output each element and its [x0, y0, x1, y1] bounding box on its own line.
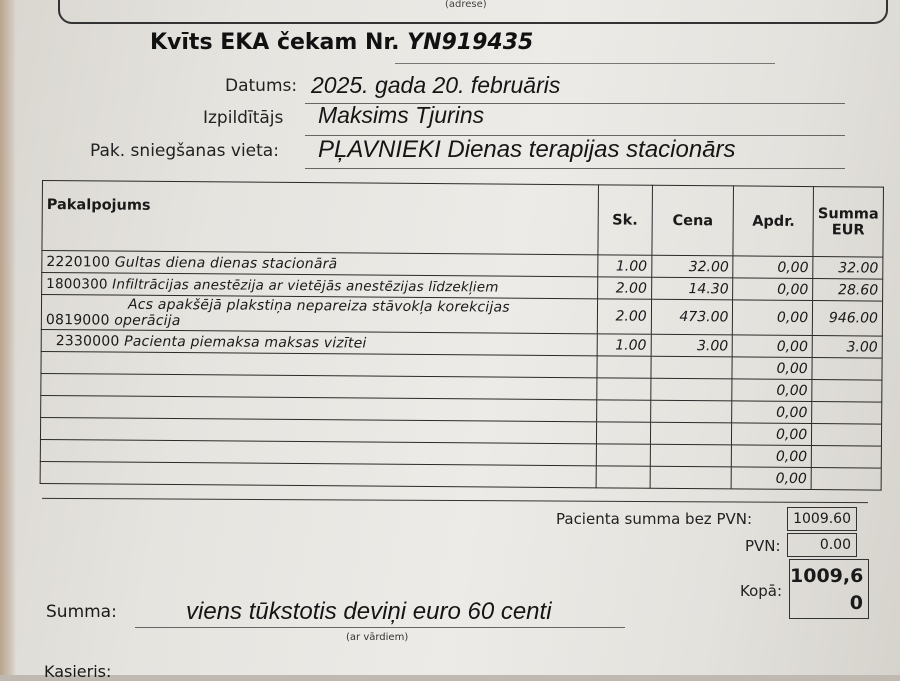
- col-header-insurance: Apdr.: [733, 186, 813, 257]
- service-code: 0819000: [45, 312, 110, 329]
- qty-cell: 1.00: [597, 334, 651, 356]
- insurance-cell: 0,00: [733, 335, 813, 358]
- sum-cell: 28.60: [813, 279, 883, 302]
- qty-cell: 1.00: [598, 255, 652, 277]
- receipt-number: YN919435: [407, 30, 534, 55]
- col-header-price: Cena: [652, 185, 734, 256]
- summa-words: viens tūkstotis deviņi euro 60 centi: [186, 598, 552, 625]
- title-prefix: Kvīts EKA čekam Nr.: [150, 30, 400, 55]
- price-cell: 14.30: [651, 277, 733, 300]
- subtotal-label: Pacienta summa bez PVN:: [556, 510, 753, 528]
- sum-cell: 946.00: [812, 301, 882, 337]
- address-caption: (adrese): [445, 0, 487, 10]
- service-place-value: PĻAVNIEKI Dienas terapijas stacionārs: [318, 136, 736, 163]
- service-code: 2220100: [46, 253, 111, 271]
- total-value-line2: 0: [849, 592, 863, 614]
- service-name: Infiltrācijas anestēzija ar vietējās anestēzijas līdzekļiem: [112, 276, 499, 296]
- table-header-row: [42, 181, 884, 258]
- service-name: Gultas diena dienas stacionārā: [114, 254, 338, 272]
- cashier-label: Kasieris:: [44, 662, 112, 681]
- service-cell: [41, 295, 597, 334]
- title-underline: [395, 63, 775, 64]
- service-code: 1800300: [46, 275, 108, 293]
- page-edge-shadow: [0, 0, 16, 675]
- date-value: 2025. gada 20. februāris: [311, 72, 561, 98]
- qty-cell: 2.00: [597, 277, 651, 299]
- subtotal-value: 1009.60: [787, 507, 857, 531]
- total-value-line1: 1009,6: [790, 565, 864, 587]
- price-cell: 473.00: [651, 299, 733, 335]
- services-table: [40, 180, 884, 491]
- vat-value: 0.00: [787, 533, 857, 557]
- service-name-line2: operācija: [114, 312, 181, 330]
- summa-underline: [135, 627, 625, 628]
- service-code: 2330000: [55, 332, 120, 350]
- col-header-service: Pakalpojums: [42, 181, 598, 255]
- price-cell: 32.00: [651, 255, 733, 278]
- insurance-cell: 0,00: [732, 401, 812, 424]
- summa-caption: (ar vārdiem): [346, 632, 409, 643]
- service-name: Pacienta piemaksa maksas vizītei: [124, 333, 367, 352]
- total-value: [789, 559, 869, 619]
- insurance-cell: 0,00: [732, 379, 812, 402]
- performer-value: Maksims Tjurins: [318, 102, 485, 128]
- qty-cell: 2.00: [597, 299, 651, 334]
- price-cell: 3.00: [651, 334, 733, 357]
- total-label: Kopā:: [740, 582, 783, 600]
- sum-cell: 32.00: [813, 257, 883, 280]
- service-place-label: Pak. sniegšanas vieta:: [90, 141, 279, 161]
- address-box: [58, 0, 888, 24]
- insurance-cell: 0,00: [732, 357, 812, 380]
- date-label: Datums:: [225, 76, 298, 96]
- performer-label: Izpildītājs: [203, 108, 284, 128]
- insurance-cell: 0,00: [733, 300, 813, 336]
- col-header-qty: Sk.: [598, 185, 652, 255]
- insurance-cell: 0,00: [732, 423, 812, 446]
- insurance-cell: 0,00: [733, 256, 813, 279]
- service-name-line1: Acs apakšējā plakstiņa nepareiza stāvokļa korekcijas: [127, 296, 510, 316]
- col-header-sum: Summa EUR: [813, 187, 883, 258]
- receipt-title: [150, 30, 533, 55]
- summa-label: Summa:: [46, 602, 117, 622]
- insurance-cell: 0,00: [733, 278, 813, 301]
- vat-label: PVN:: [745, 537, 781, 555]
- insurance-cell: 0,00: [732, 445, 812, 468]
- sum-cell: 3.00: [812, 336, 882, 359]
- insurance-cell: 0,00: [732, 467, 812, 490]
- service-place-underline: [305, 168, 845, 169]
